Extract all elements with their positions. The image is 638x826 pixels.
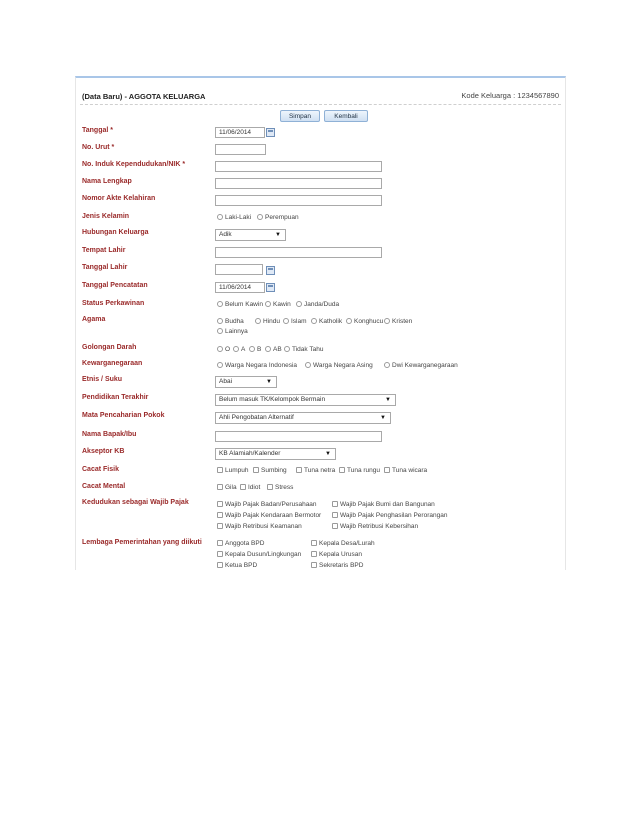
- radio-hindu[interactable]: Hindu: [255, 318, 280, 325]
- check-sumbing[interactable]: Sumbing: [253, 467, 287, 474]
- label-tanggal-lahir: Tanggal Lahir: [82, 264, 128, 271]
- label-tanggal-pencatatan: Tanggal Pencatatan: [82, 282, 148, 289]
- check-tuna-netra[interactable]: Tuna netra: [296, 467, 335, 474]
- triangle-down-icon: ▼: [266, 379, 272, 385]
- label-lembaga: Lembaga Pemerintahan yang diikuti: [82, 539, 202, 546]
- label-no-urut: No. Urut *: [82, 144, 115, 151]
- radio-kawin[interactable]: Kawin: [265, 301, 291, 308]
- check-wp-kendaraan[interactable]: Wajib Pajak Kendaraan Bermotor: [217, 512, 321, 519]
- radio-gol-ab[interactable]: AB: [265, 346, 282, 353]
- radio-wni[interactable]: Warga Negara Indonesia: [217, 362, 297, 369]
- radio-gol-tidak-tahu[interactable]: Tidak Tahu: [284, 346, 323, 353]
- radio-kristen[interactable]: Kristen: [384, 318, 412, 325]
- calendar-icon[interactable]: [266, 128, 275, 137]
- check-anggota-bpd[interactable]: Anggota BPD: [217, 540, 264, 547]
- label-hubungan: Hubungan Keluarga: [82, 229, 149, 236]
- radio-perempuan[interactable]: Perempuan: [257, 214, 299, 221]
- radio-budha[interactable]: Budha: [217, 318, 244, 325]
- label-jenis-kelamin: Jenis Kelamin: [82, 213, 130, 220]
- label-tanggal: Tanggal *: [82, 127, 113, 134]
- label-kewarganegaraan: Kewarganegaraan: [82, 360, 143, 367]
- label-nama-bapak-ibu: Nama Bapak/Ibu: [82, 431, 137, 438]
- label-nama-lengkap: Nama Lengkap: [82, 178, 132, 185]
- triangle-down-icon: ▼: [380, 415, 386, 421]
- kembali-button[interactable]: Kembali: [324, 110, 368, 122]
- check-wp-penghasilan[interactable]: Wajib Pajak Penghasilan Perorangan: [332, 512, 447, 519]
- check-gila[interactable]: Gila: [217, 484, 237, 491]
- calendar-icon[interactable]: [266, 266, 275, 275]
- radio-dwi[interactable]: Dwi Kewarganegaraan: [384, 362, 458, 369]
- radio-gol-o[interactable]: O: [217, 346, 230, 353]
- check-wp-badan[interactable]: Wajib Pajak Badan/Perusahaan: [217, 501, 317, 508]
- nama-bapak-ibu-input[interactable]: [215, 431, 382, 442]
- check-kepala-desa[interactable]: Kepala Desa/Lurah: [311, 540, 375, 547]
- label-akte: Nomor Akte Kelahiran: [82, 195, 156, 202]
- check-kepala-dusun[interactable]: Kepala Dusun/Lingkungan: [217, 551, 301, 558]
- check-tuna-wicara[interactable]: Tuna wicara: [384, 467, 427, 474]
- triangle-down-icon: ▼: [275, 232, 281, 238]
- check-tuna-rungu[interactable]: Tuna rungu: [339, 467, 380, 474]
- check-ketua-bpd[interactable]: Ketua BPD: [217, 562, 257, 569]
- tempat-lahir-input[interactable]: [215, 247, 382, 258]
- label-mata-pencaharian: Mata Pencaharian Pokok: [82, 412, 165, 419]
- radio-islam[interactable]: Islam: [283, 318, 307, 325]
- radio-gol-a[interactable]: A: [233, 346, 245, 353]
- check-wr-keamanan[interactable]: Wajib Retribusi Keamanan: [217, 523, 302, 530]
- label-golongan-darah: Golongan Darah: [82, 344, 137, 351]
- form-panel: [75, 76, 566, 570]
- triangle-down-icon: ▼: [325, 451, 331, 457]
- etnis-select[interactable]: Abai ▼: [215, 376, 277, 388]
- check-lumpuh[interactable]: Lumpuh: [217, 467, 249, 474]
- triangle-down-icon: ▼: [385, 397, 391, 403]
- check-kepala-urusan[interactable]: Kepala Urusan: [311, 551, 362, 558]
- check-idiot[interactable]: Idiot: [240, 484, 260, 491]
- no-urut-input[interactable]: [215, 144, 266, 155]
- radio-gol-b[interactable]: B: [249, 346, 261, 353]
- pendidikan-select[interactable]: Belum masuk TK/Kelompok Bermain ▼: [215, 394, 396, 406]
- radio-katholik[interactable]: Katholik: [311, 318, 342, 325]
- radio-janda-duda[interactable]: Janda/Duda: [296, 301, 339, 308]
- tanggal-pencatatan-input[interactable]: 11/06/2014: [215, 282, 265, 293]
- check-wr-kebersihan[interactable]: Wajib Retribusi Kebersihan: [332, 523, 418, 530]
- page-title: (Data Baru) - AGGOTA KELUARGA: [82, 92, 206, 101]
- tanggal-input[interactable]: 11/06/2014: [215, 127, 265, 138]
- check-wp-bumi-bangunan[interactable]: Wajib Pajak Bumi dan Bangunan: [332, 501, 435, 508]
- akseptor-kb-select[interactable]: KB Alamiah/Kalender ▼: [215, 448, 336, 460]
- akte-input[interactable]: [215, 195, 382, 206]
- radio-lainnya[interactable]: Lainnya: [217, 328, 248, 335]
- label-pendidikan: Pendidikan Terakhir: [82, 394, 149, 401]
- label-etnis: Etnis / Suku: [82, 376, 123, 383]
- label-status-perkawinan: Status Perkawinan: [82, 300, 145, 307]
- hubungan-select[interactable]: Adik ▼: [215, 229, 286, 241]
- tanggal-lahir-input[interactable]: [215, 264, 263, 275]
- radio-laki-laki[interactable]: Laki-Laki: [217, 214, 251, 221]
- simpan-button[interactable]: Simpan: [280, 110, 320, 122]
- radio-konghucu[interactable]: Konghucu: [346, 318, 383, 325]
- check-stress[interactable]: Stress: [267, 484, 293, 491]
- calendar-icon[interactable]: [266, 283, 275, 292]
- mata-pencaharian-select[interactable]: Ahli Pengobatan Alternatif ▼: [215, 412, 391, 424]
- label-cacat-fisik: Cacat Fisik: [82, 466, 119, 473]
- label-nik: No. Induk Kependudukan/NIK *: [82, 161, 186, 168]
- radio-wna[interactable]: Warga Negara Asing: [305, 362, 373, 369]
- nama-lengkap-input[interactable]: [215, 178, 382, 189]
- label-agama: Agama: [82, 316, 106, 323]
- label-cacat-mental: Cacat Mental: [82, 483, 126, 490]
- radio-belum-kawin[interactable]: Belum Kawin: [217, 301, 263, 308]
- divider: [80, 104, 561, 105]
- check-sekretaris-bpd[interactable]: Sekretaris BPD: [311, 562, 363, 569]
- nik-input[interactable]: [215, 161, 382, 172]
- label-wajib-pajak: Kedudukan sebagai Wajib Pajak: [82, 499, 189, 506]
- kode-keluarga: Kode Keluarga : 1234567890: [461, 91, 559, 100]
- label-tempat-lahir: Tempat Lahir: [82, 247, 126, 254]
- label-akseptor-kb: Akseptor KB: [82, 448, 125, 455]
